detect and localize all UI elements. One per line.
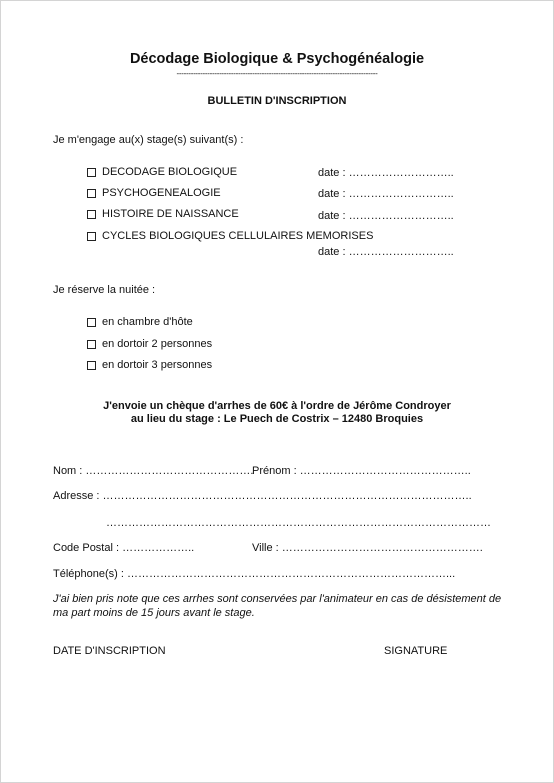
checkbox[interactable] — [87, 361, 96, 370]
stage-option-naissance[interactable] — [87, 208, 239, 220]
stage-label: CYCLES BIOLOGIQUES CELLULAIRES MEMORISES — [102, 230, 374, 242]
code-postal-field[interactable]: Code Postal : ……………….. — [53, 542, 195, 554]
title-underline: ------------------------------------------------------------------------------------- — [176, 70, 378, 78]
checkbox[interactable] — [87, 318, 96, 327]
document-title: Décodage Biologique & Psychogénéalogie — [129, 51, 425, 67]
payment-notice-line-2: au lieu du stage : Le Puech de Costrix – 12480 Broquies — [130, 413, 424, 425]
date-inscription-label: DATE D'INSCRIPTION — [53, 645, 166, 657]
form-subtitle: BULLETIN D'INSCRIPTION — [207, 95, 347, 107]
lodging-intro: Je réserve la nuitée : — [53, 284, 156, 296]
stage-label: PSYCHOGENEALOGIE — [102, 187, 221, 199]
signature-label: SIGNATURE — [384, 645, 448, 657]
telephone-field[interactable]: Téléphone(s) : ……………………………………………………………………………... — [53, 568, 456, 580]
stage-date-field[interactable]: date : ……………………….. — [318, 188, 454, 200]
nom-field[interactable]: Nom : ………………………………………. — [53, 465, 254, 477]
adresse-field[interactable]: Adresse : ……………………………………………………………………………………….. — [53, 490, 472, 502]
payment-notice-line-1: J'envoie un chèque d'arrhes de 60€ à l'ordre de Jérôme Condroyer — [103, 400, 451, 412]
checkbox[interactable] — [87, 232, 96, 241]
stage-date-field[interactable]: date : ……………………….. — [318, 167, 454, 179]
stage-date-field[interactable]: date : ……………………….. — [318, 246, 454, 258]
stage-option-psychogenealogie[interactable] — [87, 187, 221, 199]
lodging-option-chambre[interactable] — [87, 316, 193, 328]
stage-label: HISTOIRE DE NAISSANCE — [102, 208, 239, 220]
prenom-field[interactable]: Prénom : ……………………………………….. — [252, 465, 471, 477]
lodging-option-dortoir-3[interactable] — [87, 359, 212, 371]
lodging-option-dortoir-2[interactable] — [87, 338, 212, 350]
adresse-line-2-field[interactable]: …………………………………………………………………………………………… — [106, 517, 491, 529]
checkbox[interactable] — [87, 168, 96, 177]
lodging-label: en dortoir 2 personnes — [102, 338, 213, 350]
stages-intro: Je m'engage au(x) stage(s) suivant(s) : — [53, 134, 244, 146]
stage-option-cycles[interactable] — [87, 230, 373, 242]
stage-date-field[interactable]: date : ……………………….. — [318, 210, 454, 222]
ville-field[interactable]: Ville : ………………………………………………. — [252, 542, 483, 554]
stage-label: DECODAGE BIOLOGIQUE — [102, 166, 238, 178]
stage-option-decodage[interactable] — [87, 166, 237, 178]
lodging-label: en chambre d'hôte — [102, 316, 193, 328]
checkbox[interactable] — [87, 189, 96, 198]
checkbox[interactable] — [87, 340, 96, 349]
cancellation-note: J'ai bien pris note que ces arrhes sont conservées par l'animateur en cas de désistement de ma part moins de 15 jours avant le stage. — [53, 593, 502, 619]
checkbox[interactable] — [87, 210, 96, 219]
lodging-label: en dortoir 3 personnes — [102, 359, 213, 371]
